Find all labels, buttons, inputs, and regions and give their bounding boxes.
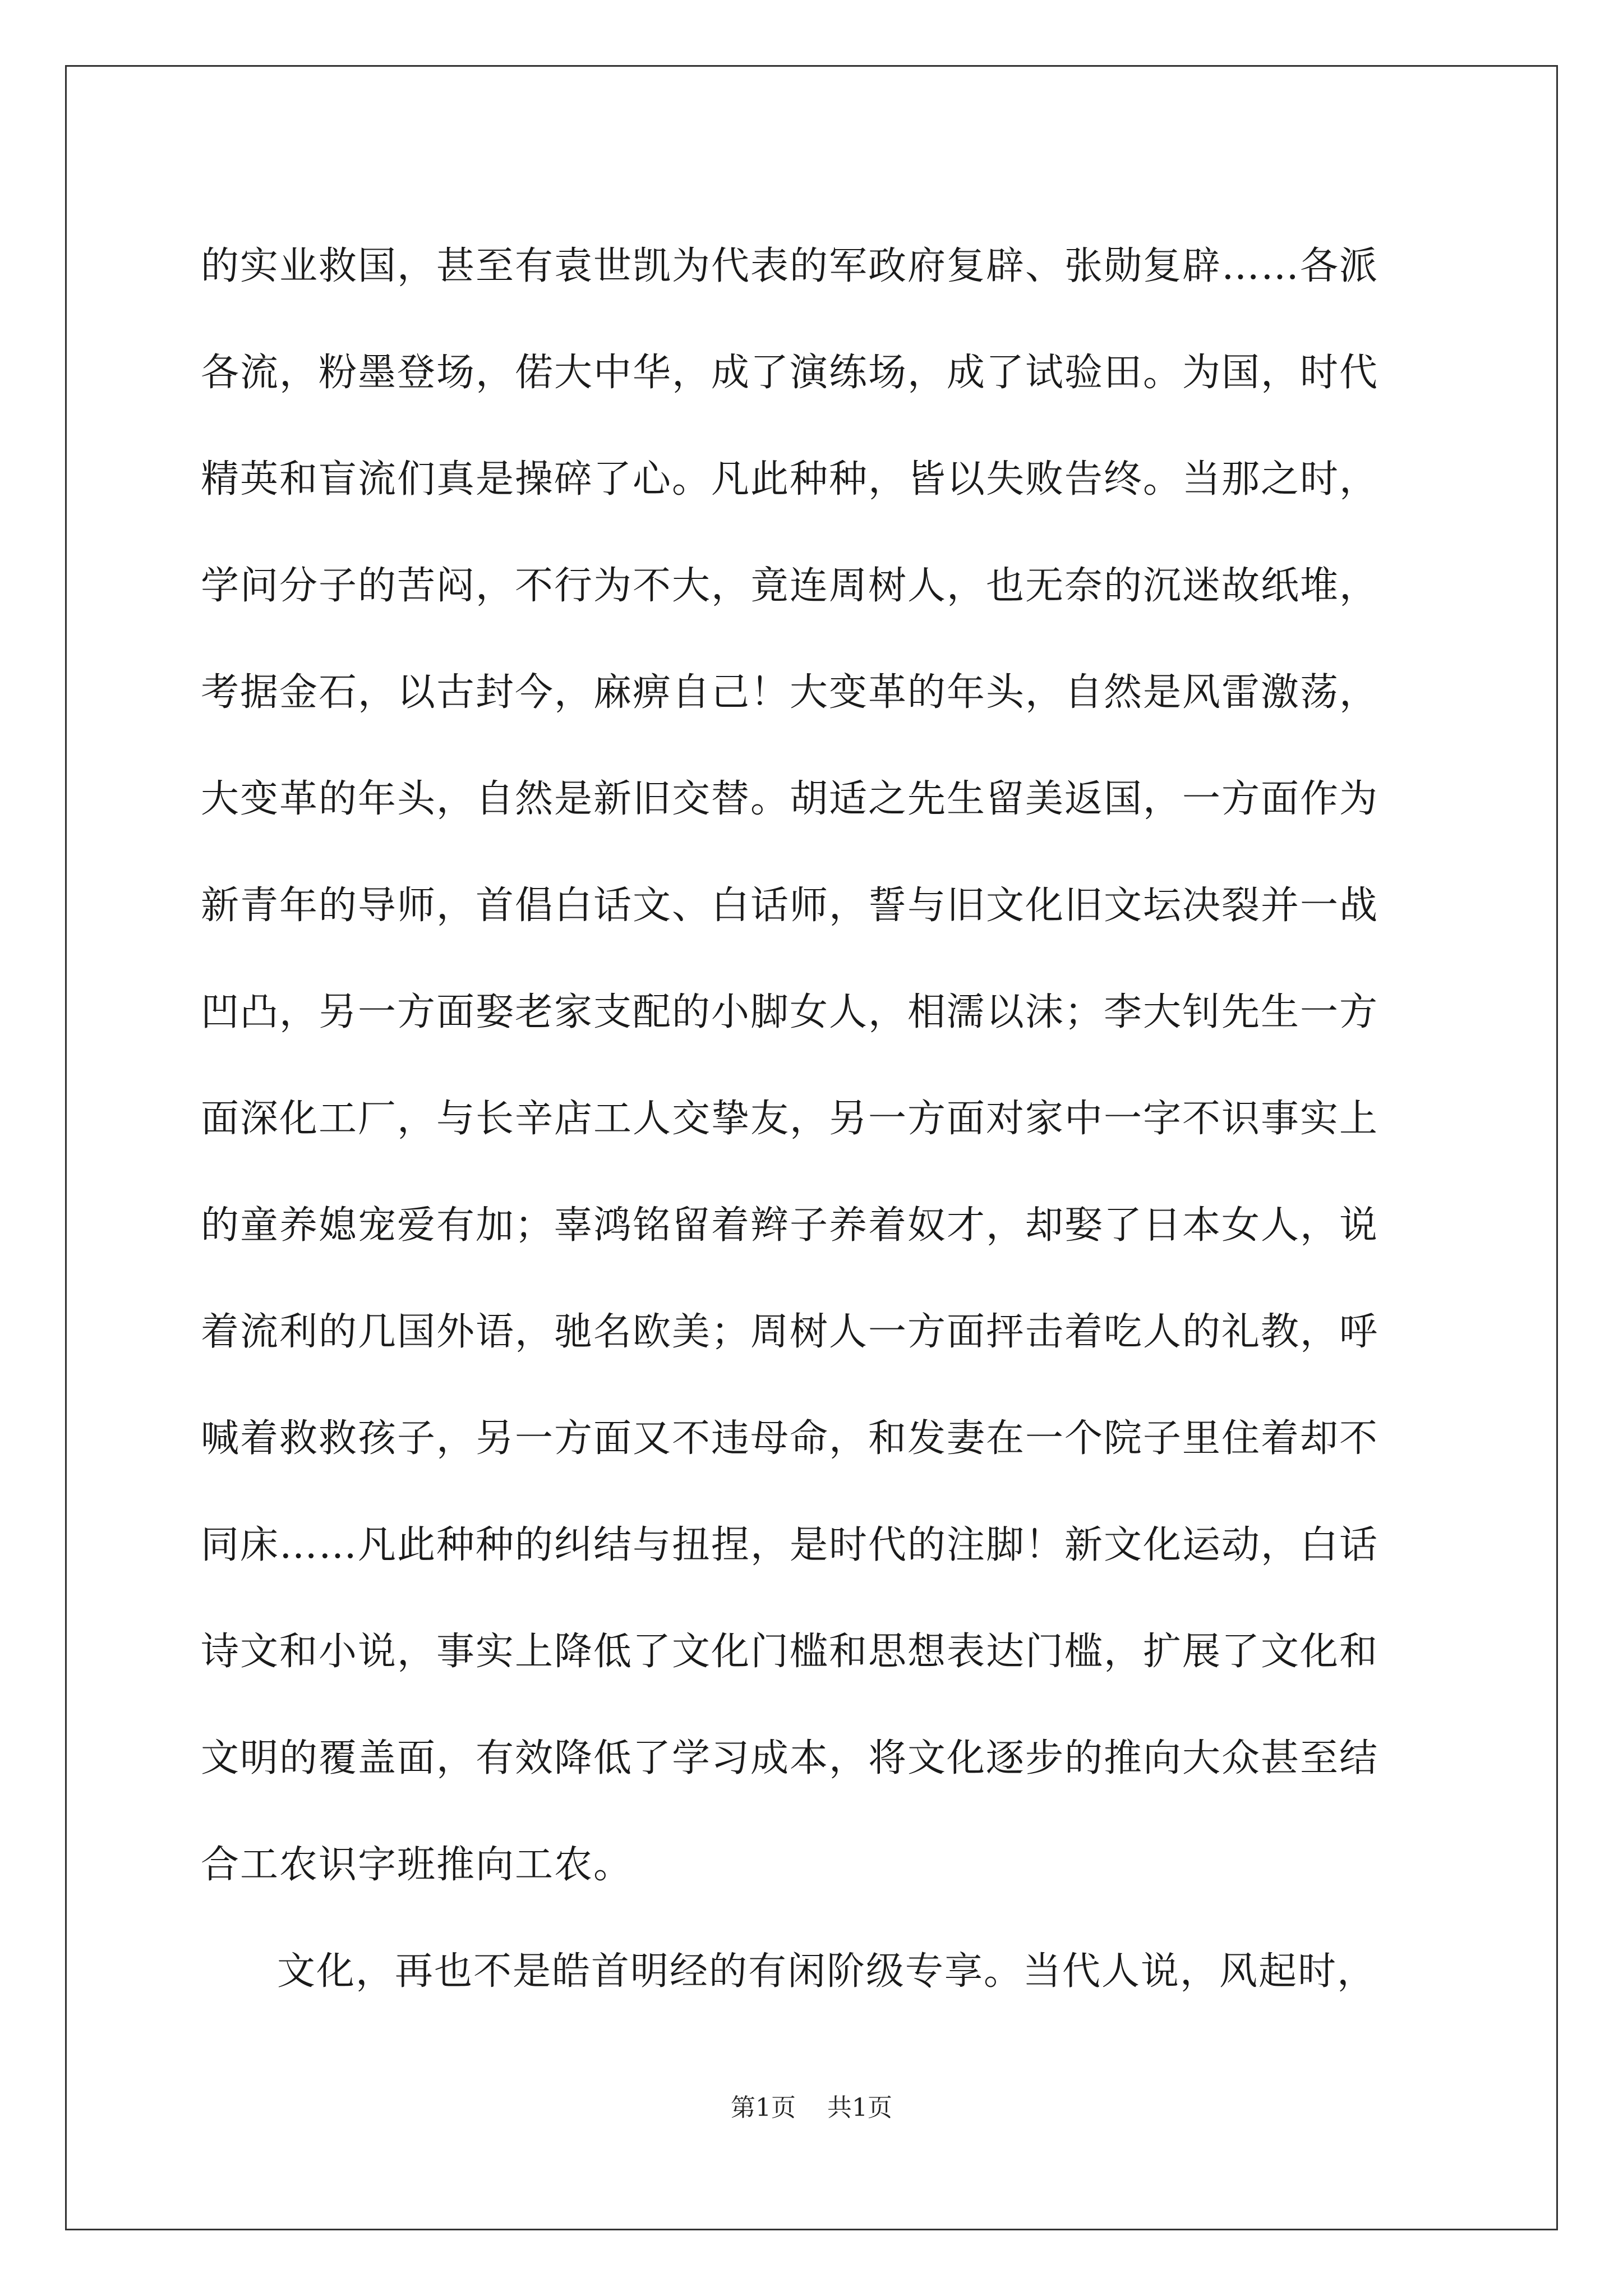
text-line: 凹凸，另一方面娶老家支配的小脚女人，相濡以沫；李大钊先生一方 (201, 990, 1379, 1034)
page-number: 第1页 (731, 2093, 796, 2122)
body-text (201, 213, 1435, 2025)
text-line: 学问分子的苦闷，不行为不大，竟连周树人，也无奈的沉迷故纸堆， (201, 564, 1379, 608)
page-total: 共1页 (827, 2093, 892, 2122)
text-line: 同床……凡此种种的纠结与扭捏，是时代的注脚！新文化运动，白话 (201, 1523, 1379, 1567)
paragraph-start-line: 文化，再也不是皓首明经的有闲阶级专享。当代人说，风起时， (277, 1949, 1377, 1994)
text-line: 考据金石，以古封今，麻痹自己！大变革的年头，自然是风雷激荡， (201, 670, 1379, 715)
text-line: 的童养媳宠爱有加；辜鸿铭留着辫子养着奴才，却娶了日本女人，说 (201, 1203, 1379, 1248)
text-line: 面深化工厂，与长辛店工人交挚友，另一方面对家中一字不识事实上 (201, 1097, 1379, 1141)
text-line: 的实业救国，甚至有袁世凯为代表的军政府复辟、张勋复辟……各派 (201, 244, 1379, 288)
text-line: 着流利的几国外语，驰名欧美；周树人一方面抨击着吃人的礼教，呼 (201, 1310, 1379, 1354)
page-footer (0, 2091, 1623, 2125)
text-line: 文明的覆盖面，有效降低了学习成本，将文化逐步的推向大众甚至结 (201, 1736, 1379, 1780)
text-line: 诗文和小说，事实上降低了文化门槛和思想表达门槛，扩展了文化和 (201, 1630, 1379, 1674)
text-line: 新青年的导师，首倡白话文、白话师，誓与旧文化旧文坛决裂并一战 (201, 884, 1379, 928)
text-line: 大变革的年头，自然是新旧交替。胡适之先生留美返国，一方面作为 (201, 777, 1379, 821)
text-line: 喊着救救孩子，另一方面又不违母命，和发妻在一个院子里住着却不 (201, 1416, 1379, 1461)
text-line: 各流，粉墨登场，偌大中华，成了演练场，成了试验田。为国，时代 (201, 351, 1379, 395)
text-line: 合工农识字班推向工农。 (201, 1843, 633, 1887)
text-line: 精英和盲流们真是操碎了心。凡此种种，皆以失败告终。当那之时， (201, 457, 1379, 501)
